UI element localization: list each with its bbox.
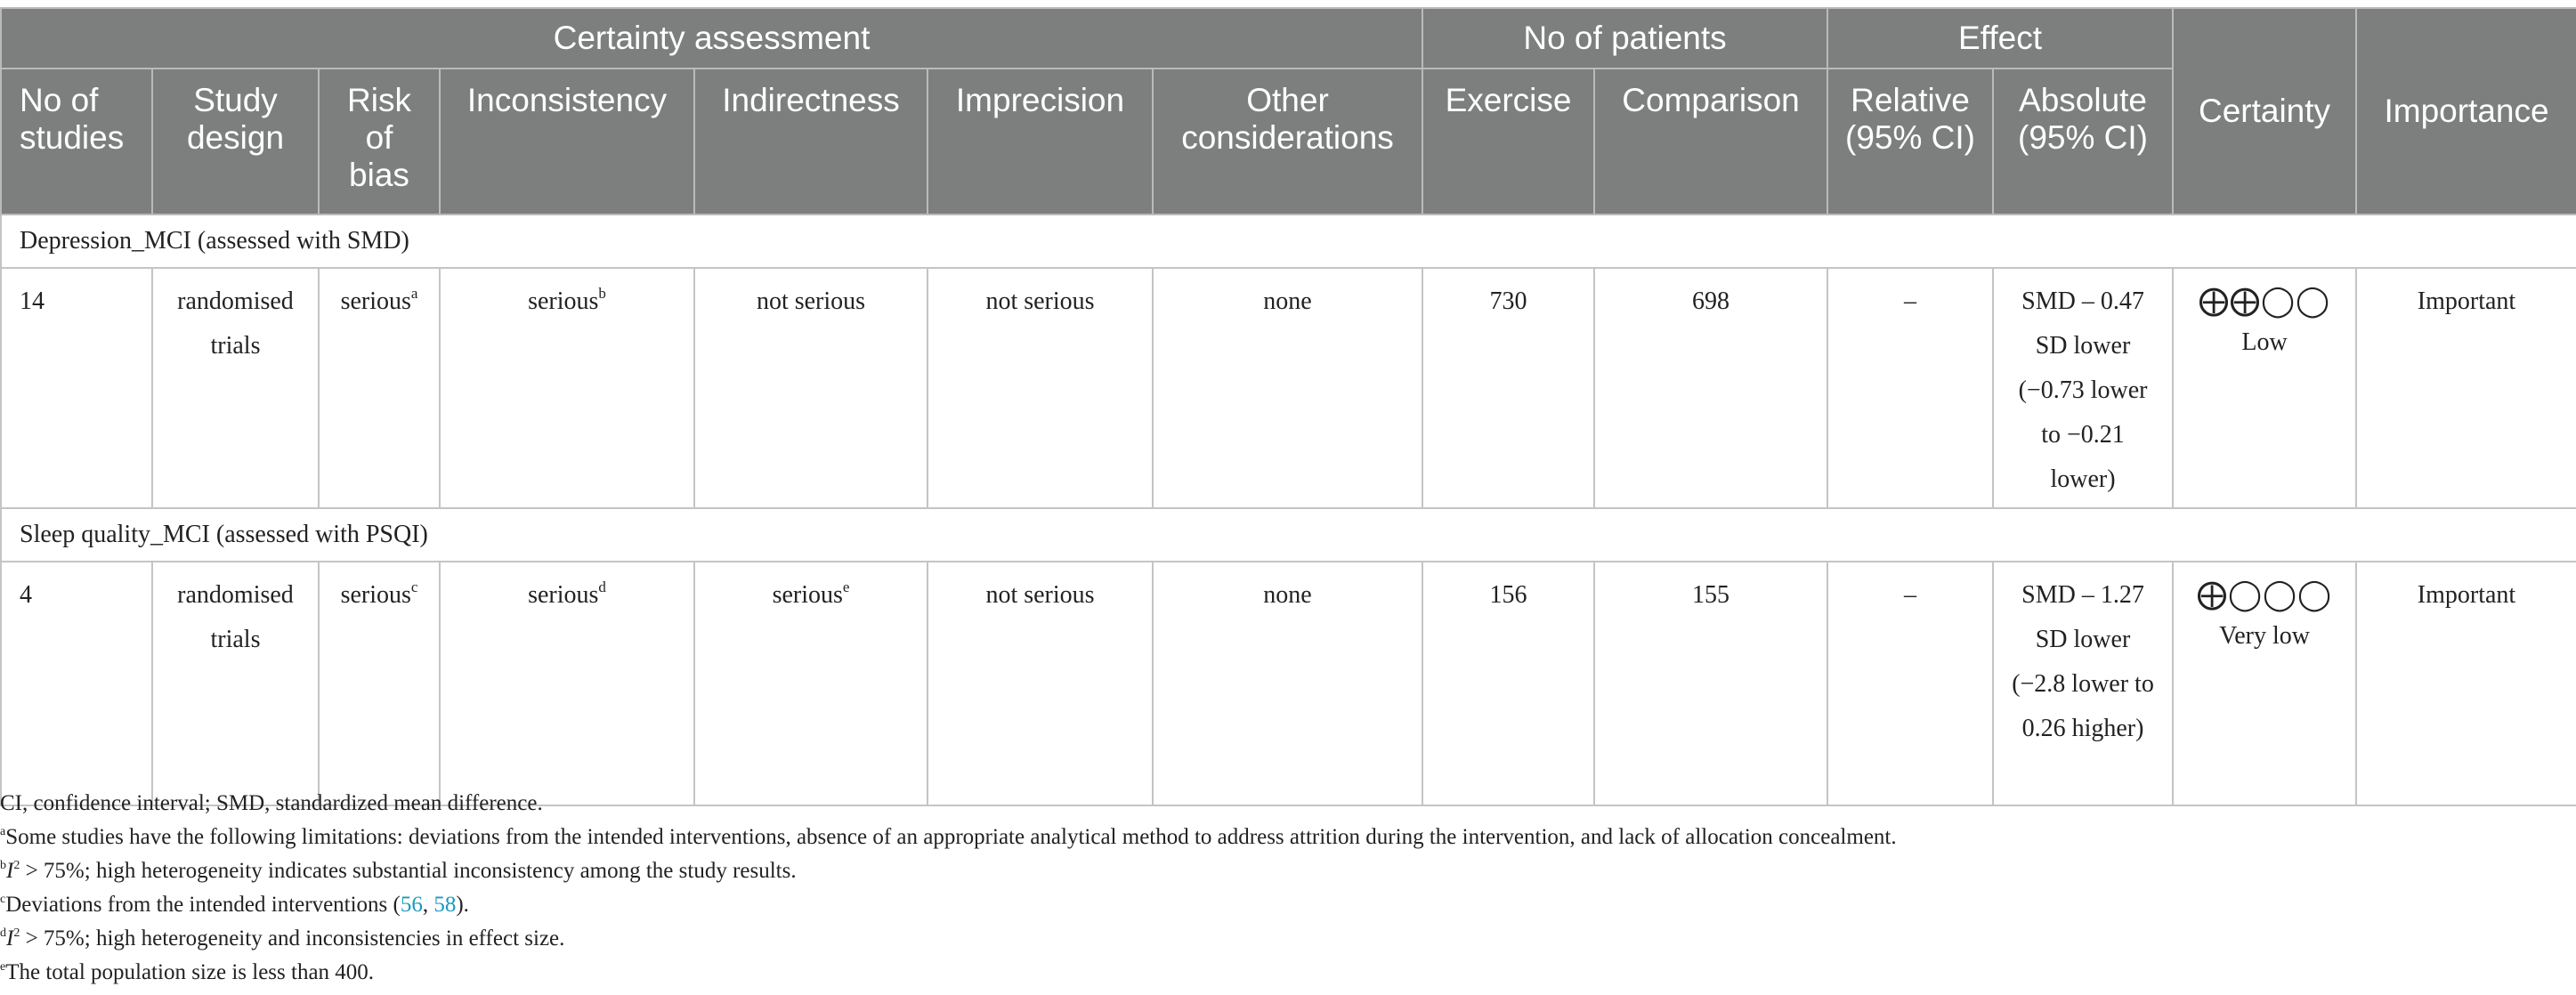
certainty-rating-icon: ⨁⨁◯◯	[2198, 283, 2331, 319]
cell-certainty	[2173, 268, 2356, 508]
section-row-sleep-quality	[1, 508, 2576, 562]
footnote-marker: b	[0, 859, 6, 872]
cell-studies: 14	[1, 268, 152, 508]
cell-certainty	[2173, 562, 2356, 805]
cell-indirectness	[694, 562, 928, 805]
footnote-c	[0, 888, 2576, 922]
cell-risk-of-bias	[319, 268, 440, 508]
cell-indirectness	[694, 268, 928, 508]
footnote-italic-i: I	[6, 926, 14, 951]
footnote-marker: e	[0, 960, 6, 974]
cell-indirectness-text: serious	[772, 581, 843, 609]
footnote-marker: e	[842, 578, 850, 595]
certainty-label: Low	[2241, 328, 2288, 356]
cell-imprecision: not serious	[928, 268, 1153, 508]
header-comparison: Comparison	[1594, 69, 1827, 214]
cell-other-considerations: none	[1153, 268, 1422, 508]
cell-inconsistency-text: serious	[528, 581, 599, 609]
header-certainty-assessment: Certainty assessment	[1, 8, 1422, 69]
cell-inconsistency	[440, 562, 694, 805]
cell-imprecision: not serious	[928, 562, 1153, 805]
header-no-of-studies: No of studies	[1, 69, 152, 214]
footnote-d	[0, 922, 2576, 956]
footnote-exponent: 2	[13, 926, 20, 940]
section-title: Sleep quality_MCI (assessed with PSQI)	[1, 508, 2576, 562]
cell-design: randomised trials	[152, 268, 319, 508]
reference-link-58[interactable]: 58	[433, 893, 457, 917]
cell-absolute: SMD – 1.27 SD lower (−2.8 lower to 0.26 higher)	[1993, 562, 2173, 805]
cell-inconsistency	[440, 268, 694, 508]
footnote-e	[0, 956, 2576, 990]
cell-exercise: 156	[1422, 562, 1594, 805]
footnote-marker: a	[410, 285, 418, 302]
header-exercise: Exercise	[1422, 69, 1594, 214]
header-absolute: Absolute (95% CI)	[1993, 69, 2173, 214]
cell-risk-of-bias	[319, 562, 440, 805]
header-certainty: Certainty	[2173, 8, 2356, 214]
footnote-marker: a	[0, 825, 6, 838]
cell-indirectness-text: not serious	[756, 287, 866, 315]
grade-evidence-table	[0, 7, 2576, 806]
footnote-marker: b	[598, 285, 606, 302]
footnote-italic-i: I	[6, 859, 14, 883]
footnote-text: CI, confidence interval; SMD, standardized mean difference.	[0, 791, 543, 815]
cell-risk-text: serious	[340, 581, 411, 609]
cell-relative: –	[1827, 268, 1993, 508]
table-row	[1, 562, 2576, 805]
cell-importance: Important	[2356, 562, 2576, 805]
cell-risk-text: serious	[340, 287, 411, 315]
header-no-of-patients: No of patients	[1422, 8, 1827, 69]
footnote-text: The total population size is less than 400.	[5, 960, 375, 984]
cell-comparison: 155	[1594, 562, 1827, 805]
footnote-abbreviations	[0, 787, 2576, 821]
footnote-separator: ,	[422, 893, 434, 917]
reference-link-56[interactable]: 56	[400, 893, 423, 917]
header-imprecision: Imprecision	[928, 69, 1153, 214]
cell-relative: –	[1827, 562, 1993, 805]
table-footnotes	[0, 787, 2576, 990]
cell-studies: 4	[1, 562, 152, 805]
cell-comparison: 698	[1594, 268, 1827, 508]
table-row	[1, 268, 2576, 508]
cell-other-considerations: none	[1153, 562, 1422, 805]
header-indirectness: Indirectness	[694, 69, 928, 214]
header-inconsistency: Inconsistency	[440, 69, 694, 214]
cell-importance: Important	[2356, 268, 2576, 508]
footnote-text: > 75%; high heterogeneity and inconsistencies in effect size.	[20, 926, 565, 951]
footnote-b	[0, 854, 2576, 888]
footnote-text-end: ).	[456, 893, 469, 917]
header-risk-of-bias: Risk of bias	[319, 69, 440, 214]
footnote-marker: c	[0, 893, 6, 906]
header-study-design: Study design	[152, 69, 319, 214]
certainty-label: Very low	[2219, 622, 2310, 650]
footnote-marker: d	[598, 578, 606, 595]
section-row-depression	[1, 214, 2576, 268]
certainty-rating-icon: ⨁◯◯◯	[2196, 577, 2333, 612]
footnote-marker: c	[410, 578, 418, 595]
header-other-considerations: Other considerations	[1153, 69, 1422, 214]
cell-inconsistency-text: serious	[528, 287, 599, 315]
footnote-marker: d	[0, 926, 6, 940]
footnote-text: Deviations from the intended interventions (	[5, 893, 401, 917]
header-importance: Importance	[2356, 8, 2576, 214]
footnote-text: Some studies have the following limitations: deviations from the intended interventions, absence of an appropriate analytical method to address attrition during the intervention, and lack of allocation concealment.	[5, 825, 1897, 849]
header-effect: Effect	[1827, 8, 2173, 69]
section-title: Depression_MCI (assessed with SMD)	[1, 214, 2576, 268]
cell-design: randomised trials	[152, 562, 319, 805]
header-relative: Relative (95% CI)	[1827, 69, 1993, 214]
footnote-text: > 75%; high heterogeneity indicates substantial inconsistency among the study results.	[20, 859, 797, 883]
cell-exercise: 730	[1422, 268, 1594, 508]
cell-absolute: SMD – 0.47 SD lower (−0.73 lower to −0.21 lower)	[1993, 268, 2173, 508]
footnote-exponent: 2	[13, 859, 20, 872]
footnote-a	[0, 821, 2576, 854]
